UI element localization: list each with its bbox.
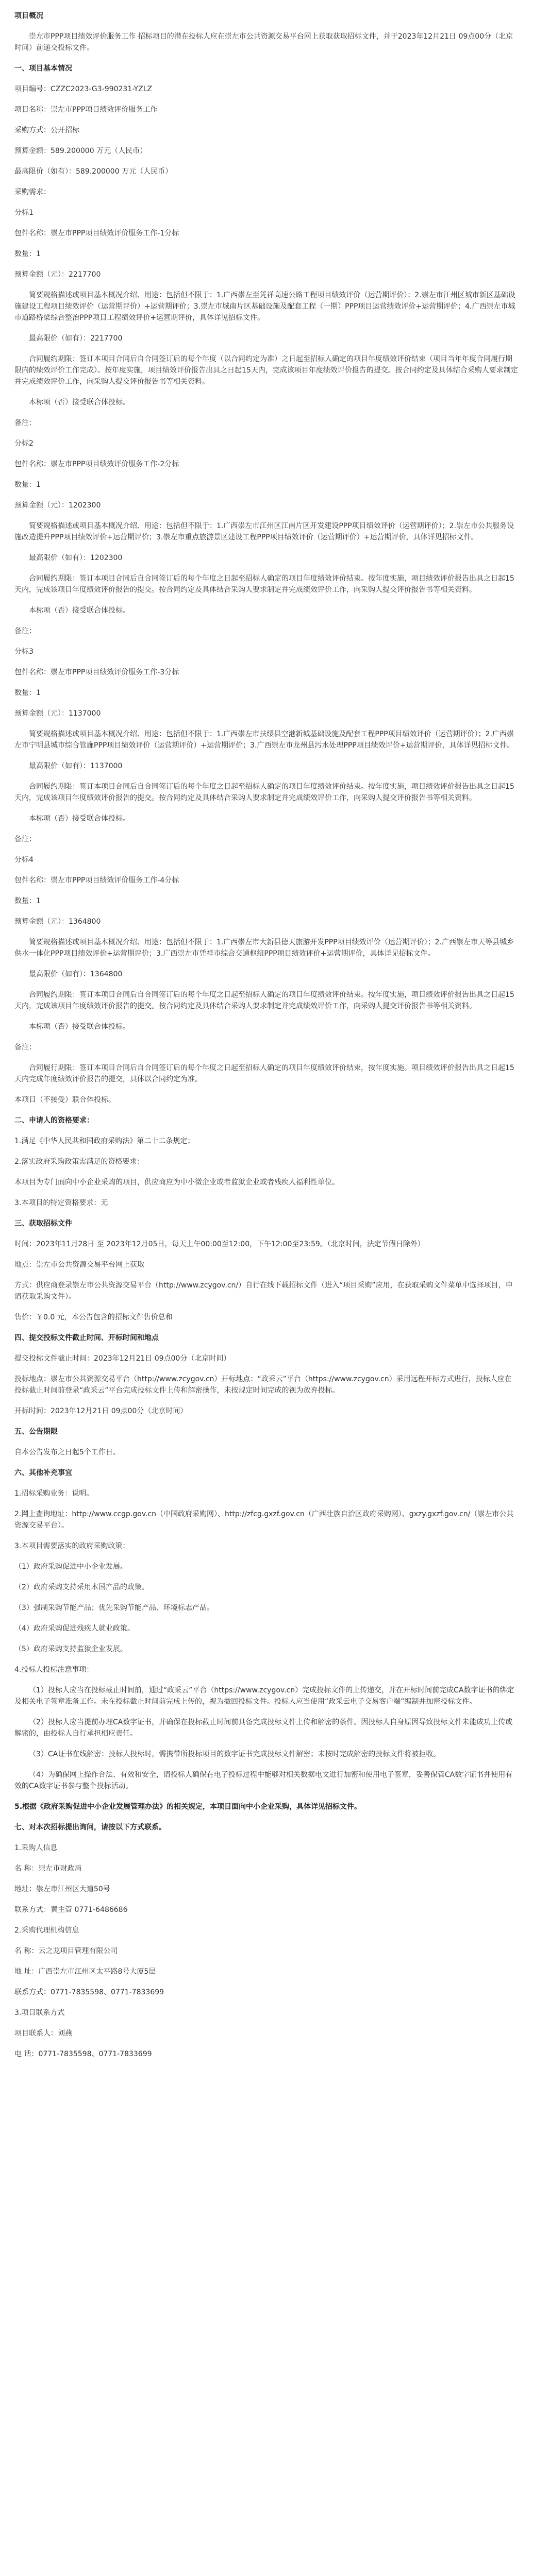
lot-remark: 备注： bbox=[14, 419, 36, 427]
lot-max-price: 最高限价（如有）：1364800 bbox=[29, 970, 123, 978]
agency-contact: 联系方式：0771-7835598、0771-7833699 bbox=[14, 1988, 164, 1996]
supplement-item: 5.根据《政府采购促进中小企业发展管理办法》的相关规定，本项目面向中小企业采购，具体详见招标文件。 bbox=[14, 1803, 362, 1811]
lot-block-4 bbox=[14, 854, 519, 1053]
lot-name: 包件名称：崇左市PPP项目绩效评价服务工作-4分标 bbox=[14, 876, 179, 885]
lot-budget: 预算金额（元）：1364800 bbox=[14, 918, 101, 926]
lot-budget: 预算金额（元）：1137000 bbox=[14, 709, 101, 718]
lot-remark: 备注： bbox=[14, 1043, 36, 1052]
section6-heading: 六、其他补充事宜 bbox=[14, 1469, 72, 1477]
supplement-item: （2）政府采购支持采用本国产品的政策。 bbox=[14, 1583, 149, 1591]
qualification-item: 本项目为专门面向中小企业采购的项目，供应商应为中小微企业或者监狱企业或者残疾人福利性单位。 bbox=[14, 1178, 339, 1187]
lot-remark: 备注： bbox=[14, 627, 36, 635]
supplement-item: （4）政府采购促进残疾人就业政策。 bbox=[14, 1624, 135, 1633]
section1-heading: 一、项目基本情况 bbox=[14, 64, 72, 73]
lot-label: 分标4 bbox=[14, 856, 34, 864]
lot-quantity: 数量：1 bbox=[14, 250, 41, 258]
lot-name: 包件名称：崇左市PPP项目绩效评价服务工作-2分标 bbox=[14, 460, 179, 468]
qualification-item: 3.本项目的特定资格要求：无 bbox=[14, 1199, 108, 1207]
qualification-item: 2.落实政府采购政策需满足的资格要求： bbox=[14, 1158, 144, 1166]
project-consortium: 本项目（不接受）联合体投标。 bbox=[14, 1096, 115, 1104]
supplement-item: （1）投标人应当在投标截止时间前，通过“政采云”平台（https://www.zcygov.cn）完成投标文件的上传递交，并在开标时间前完成CA数字证书的绑定及相关电子签章准备工作。未在投标截止时间前完成上传的，视为撤回投标文件。投标人应当使用“政采云电子交易客户端”编制并加密投标文件。 bbox=[14, 1686, 514, 1706]
overview-intro: 崇左市PPP项目绩效评价服务工作 招标项目的潜在投标人应在崇左市公共资源交易平台网上获取获取招标文件，并于2023年12月21日 09点00分（北京时间）前递交投标文件。 bbox=[14, 32, 513, 52]
obtain-price: 售价：￥0.0 元，本公告包含的招标文件售价总和 bbox=[14, 1313, 173, 1321]
lot-quantity: 数量：1 bbox=[14, 897, 41, 905]
section3-heading: 三、获取招标文件 bbox=[14, 1219, 72, 1228]
lot-brief: 简要规格描述或项目基本概况介绍、用途：包括但不限于：1.广西崇左市江州区江南片区开发建设PPP项目绩效评价（运营期评价）；2.崇左市公共服务设施改造提升PPP项目绩效评价+运营期评价；3.崇左市重点旅游景区建设工程PPP项目绩效评价（运营期评价）+运营期评价，具体详见招标文件。 bbox=[14, 522, 514, 541]
lot-contract-period: 合同履约期限：签订本项目合同后自合同签订后的每个年度之日起至招标人确定的项目年度绩效评价结束。按年度实施，项目绩效评价报告出具之日起15天内，完成该项目年度绩效评价报告的提交。按合同约定及具体结合采购人要求制定并完成绩效评价工作，向采购人提交评价报告书等相关资料。 bbox=[14, 991, 514, 1010]
qualification-item: 1.满足《中华人民共和国政府采购法》第二十二条规定； bbox=[14, 1137, 195, 1145]
supplement-item: （5）政府采购支持监狱企业发展。 bbox=[14, 1645, 127, 1653]
lot-consortium: 本标项（否）接受联合体投标。 bbox=[29, 398, 130, 406]
supplement-item: （4）为确保网上操作合法、有效和安全，请投标人确保在电子投标过程中能够对相关数据电文进行加密和使用电子签章，妥善保管CA数字证书并使用有效的CA数字证书参与整个投标活动。 bbox=[14, 1771, 513, 1790]
lot-contract-period: 合同履约期限：签订本项目合同后自合同签订后的每个年度之日起至招标人确定的项目年度绩效评价结束。按年度实施，项目绩效评价报告出具之日起15天内，完成该项目年度绩效评价报告的提交。按合同约定及具体结合采购人要求制定并完成绩效评价工作，向采购人提交评价报告书等相关资料。 bbox=[14, 783, 514, 802]
agency-address: 地 址：广西崇左市江州区太平路8号大厦5层 bbox=[14, 1968, 156, 1976]
lot-name: 包件名称：崇左市PPP项目绩效评价服务工作-1分标 bbox=[14, 229, 179, 238]
lot-label: 分标3 bbox=[14, 648, 34, 656]
deadline: 提交投标文件截止时间：2023年12月21日 09点00分（北京时间） bbox=[14, 1354, 231, 1363]
announcement-document bbox=[14, 10, 519, 2069]
lot-remark: 备注： bbox=[14, 835, 36, 843]
notice-period: 自本公告发布之日起5个工作日。 bbox=[14, 1448, 120, 1456]
bid-place: 投标地点：崇左市公共资源交易平台（http://www.zcygov.cn）开标地点：“政采云”平台（https://www.zcygov.cn）采用远程开标方式进行，投标人应在投标截止时间前登录“政采云”平台完成投标文件上传和解密操作，未按规定时间完成的视为放弃投标。 bbox=[14, 1375, 512, 1395]
lot-consortium: 本标项（否）接受联合体投标。 bbox=[29, 606, 130, 615]
purchaser-title: 1.采购人信息 bbox=[14, 1844, 58, 1852]
section7-heading: 七、对本次招标提出询问，请按以下方式联系。 bbox=[14, 1823, 166, 1832]
supplement-item: （3）CA证书在线解密：投标人投标时，需携带所投标项目的数字证书完成投标文件解密；未按时完成解密的投标文件将被拒收。 bbox=[29, 1750, 441, 1758]
purchaser-contact: 联系方式：黄主管 0771-6486686 bbox=[14, 1906, 128, 1914]
project-name: 项目名称：崇左市PPP项目绩效评价服务工作 bbox=[14, 106, 158, 114]
project-contact-phone: 电 话：0771-7835598、0771-7833699 bbox=[14, 2050, 152, 2058]
obtain-method: 方式：供应商登录崇左市公共资源交易平台（http://www.zcygov.cn/）自行在线下载招标文件（进入“项目采购”应用，在获取采购文件菜单中选择项目，申请获取采购文件）。 bbox=[14, 1281, 513, 1301]
lot-quantity: 数量：1 bbox=[14, 481, 41, 489]
supplement-item: 1.招标采购业务：说明。 bbox=[14, 1489, 94, 1498]
overview-title: 项目概况 bbox=[14, 12, 43, 20]
lot-label: 分标1 bbox=[14, 209, 34, 217]
agency-name: 名 称：云之龙项目管理有限公司 bbox=[14, 1947, 118, 1955]
lot-brief: 简要规格描述或项目基本概况介绍、用途：包括但不限于：1.广西崇左市扶绥县空港新城基础设施及配套工程PPP项目绩效评价（运营期评价）；2.广西崇左市宁明县城市综合管廊PPP项目绩效评价（运营期评价）+运营期评价；3.广西崇左市龙州县污水处理PPP项目绩效评价+运营期评价，具体详见招标文件。 bbox=[14, 730, 514, 750]
budget-amount: 预算金额：589.200000 万元（人民币） bbox=[14, 147, 147, 155]
obtain-place: 地点：崇左市公共资源交易平台网上获取 bbox=[14, 1261, 144, 1269]
lot-brief: 简要规格描述或项目基本概况介绍、用途：包括但不限于：1.广西崇左至凭祥高速公路工程项目绩效评价（运营期评价）；2.崇左市江州区城市新区基础设施建设工程项目绩效评价（运营期评价）+运营期评价；3.崇左市城南片区基础设施及配套工程（一期）PPP项目运营绩效评价+运营期评价；4.广西崇左市城市道路桥梁综合整治PPP项目工程绩效评价+运营期评价，具体详见招标文件。 bbox=[14, 291, 515, 322]
section4-heading: 四、提交投标文件截止时间、开标时间和地点 bbox=[14, 1334, 159, 1342]
purchaser-name: 名 称：崇左市财政局 bbox=[14, 1865, 82, 1873]
lot-consortium: 本标项（否）接受联合体投标。 bbox=[29, 1023, 130, 1031]
contract-period: 合同履行期限：签订本项目合同后自合同签订后的每个年度之日起至招标人确定的项目年度绩效评价结束，按年度实施。项目绩效评价报告出具之日起15天内完成年度绩效评价报告的提交，具体以合同约定为准。 bbox=[14, 1064, 514, 1083]
agency-title: 2.采购代理机构信息 bbox=[14, 1926, 79, 1935]
project-number: 项目编号：CZZC2023-G3-990231-YZLZ bbox=[14, 85, 153, 93]
opening-time: 开标时间：2023年12月21日 09点00分（北京时间） bbox=[14, 1407, 188, 1415]
supplement-item: 2.网上查询地址：http://www.ccgp.gov.cn（中国政府采购网）、http://zfcg.gxzf.gov.cn（广西壮族自治区政府采购网）、gxzy.gxzf.gov.cn/（崇左市公共资源交易平台）。 bbox=[14, 1510, 514, 1530]
project-contact-person: 项目联系人：刘燕 bbox=[14, 2029, 72, 2038]
supplement-item: （1）政府采购促进中小企业发展。 bbox=[14, 1563, 127, 1571]
section2-heading: 二、申请人的资格要求： bbox=[14, 1116, 94, 1125]
lot-budget: 预算金额（元）：2217700 bbox=[14, 270, 101, 279]
lot-consortium: 本标项（否）接受联合体投标。 bbox=[29, 815, 130, 823]
lot-label: 分标2 bbox=[14, 439, 34, 448]
lot-quantity: 数量：1 bbox=[14, 689, 41, 697]
supplement-item: 4.投标人投标注意事项： bbox=[14, 1666, 94, 1674]
lot-name: 包件名称：崇左市PPP项目绩效评价服务工作-3分标 bbox=[14, 668, 179, 676]
project-contact-title: 3.项目联系方式 bbox=[14, 2009, 65, 2017]
max-price: 最高限价（如有）：589.200000 万元（人民币） bbox=[14, 167, 173, 176]
procurement-method: 采购方式：公开招标 bbox=[14, 126, 79, 134]
lot-block-3 bbox=[14, 646, 519, 845]
lot-max-price: 最高限价（如有）：1202300 bbox=[29, 554, 123, 562]
lot-max-price: 最高限价（如有）：1137000 bbox=[29, 762, 123, 770]
supplement-item: 3.本项目需要落实的政府采购政策： bbox=[14, 1542, 130, 1550]
lot-block-2 bbox=[14, 438, 519, 637]
lot-budget: 预算金额（元）：1202300 bbox=[14, 501, 101, 510]
procurement-demand-label: 采购需求： bbox=[14, 188, 51, 196]
purchaser-address: 地址：崇左市江州区大道50号 bbox=[14, 1885, 110, 1893]
lot-contract-period: 合同履约期限：签订本项目合同后自合同签订后的每个年度之日起至招标人确定的项目年度绩效评价结束。按年度实施，项目绩效评价报告出具之日起15天内，完成该项目年度绩效评价报告的提交。按合同约定及具体结合采购人要求制定并完成绩效评价工作，向采购人提交评价报告书等相关资料。 bbox=[14, 574, 514, 594]
lot-contract-period: 合同履约期限：签订本项目合同后自合同签订后的每个年度（以合同约定为准）之日起至招标人确定的项目年度绩效评价结束（项目当年年度合同履行期限内的绩效评价工作完成）。按年度实施，项目绩效评价报告出具之日起15天内，完成该项目年度绩效评价报告的提交。按合同约定及具体结合采购人要求制定并完成绩效评价工作，向采购人提交评价报告书等相关资料。 bbox=[14, 355, 518, 386]
supplement-item: （3）强制采购节能产品；优先采购节能产品、环境标志产品。 bbox=[14, 1604, 214, 1612]
lot-brief: 简要规格描述或项目基本概况介绍、用途：包括但不限于：1.广西崇左市大新县德天旅游开发PPP项目绩效评价（运营期评价）；2.广西崇左市天等县城乡供水一体化PPP项目绩效评价+运营期评价；3.广西崇左市凭祥市综合交通枢纽PPP项目绩效评价+运营期评价，具体详见招标文件。 bbox=[14, 938, 514, 958]
section5-heading: 五、公告期限 bbox=[14, 1428, 58, 1436]
lot-max-price: 最高限价（如有）：2217700 bbox=[29, 334, 123, 343]
lot-block-1 bbox=[14, 207, 519, 429]
supplement-item: （2）投标人应当提前办理CA数字证书，并确保在投标截止时间前具备完成投标文件上传和解密的条件。因投标人自身原因导致投标文件未能成功上传或解密的，由投标人自行承担相应责任。 bbox=[14, 1718, 513, 1738]
obtain-time: 时间：2023年11月28日 至 2023年12月05日，每天上午00:00至12:00，下午12:00至23:59。（北京时间，法定节假日除外） bbox=[14, 1240, 425, 1248]
